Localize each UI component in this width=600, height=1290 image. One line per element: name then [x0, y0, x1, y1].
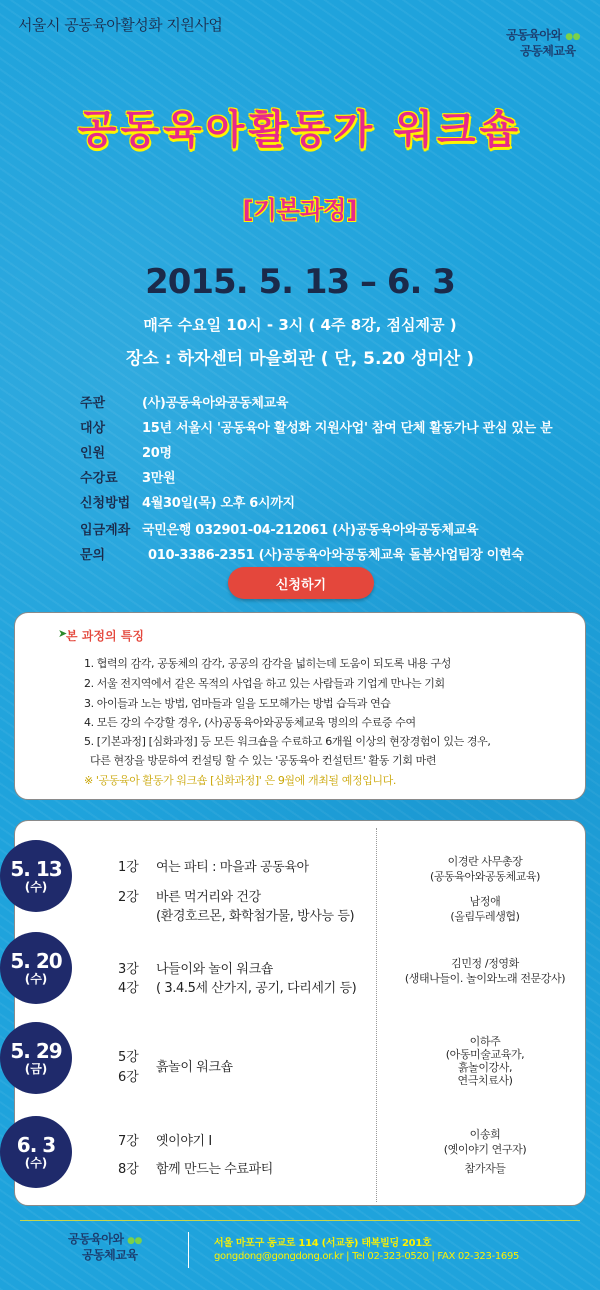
- info-value: 3만원: [142, 471, 176, 486]
- feature-item: 다른 현장을 방문하여 컨설팅 할 수 있는 '공동육아 컨설턴트' 활동 기회 마련: [90, 754, 437, 767]
- session-weekday: (금): [24, 1062, 48, 1076]
- info-value: 국민은행 032901-04-212061 (사)공동육아와공동체교육: [142, 523, 479, 538]
- logo-line-1: 공동육아와 ●●: [506, 28, 580, 42]
- session-date-badge: [0, 840, 72, 912]
- feature-item: 2. 서울 전지역에서 같은 목적의 사업을 하고 있는 사람들과 기업게 만나는 기회: [84, 677, 445, 690]
- features-title: 본 과정의 특징: [66, 629, 144, 643]
- session-weekday: (수): [24, 972, 48, 986]
- event-schedule: 매주 수요일 10시 - 3시 ( 4주 8강, 점심제공 ): [143, 316, 457, 334]
- info-row: [80, 392, 288, 411]
- lecture-number: 2강: [118, 890, 139, 905]
- column-divider: [376, 828, 377, 1202]
- speaker: 이송희: [469, 1128, 501, 1141]
- organization-logo: [506, 28, 580, 58]
- sub-title: [기본과정]: [242, 196, 358, 224]
- lecture-title: 흙놀이 워크숍: [156, 1060, 233, 1075]
- apply-button[interactable]: 신청하기: [228, 567, 374, 599]
- lecture-title: 나들이와 놀이 워크숍: [156, 962, 273, 977]
- speaker: 참가자들: [464, 1162, 506, 1175]
- main-title: 공동육아활동가 워크숍: [77, 107, 523, 153]
- lecture-number: 5강: [118, 1050, 139, 1065]
- logo-line-2: 공동체교육: [520, 44, 576, 58]
- lecture-number: 3강: [118, 962, 139, 977]
- footer-contact: gongdong@gongdong.or.kr | Tel 02-323-0520 | FAX 02-323-1695: [214, 1251, 520, 1262]
- session-date: 6. 3: [16, 1133, 56, 1157]
- info-key: 수강료: [80, 471, 118, 486]
- session-date-badge: [0, 1116, 72, 1188]
- info-value: (사)공동육아와공동체교육: [142, 396, 289, 411]
- info-key: 주관: [80, 396, 106, 411]
- info-row: [80, 519, 478, 538]
- event-place: 장소 : 하자센터 마을회관 ( 단, 5.20 성미산 ): [126, 349, 474, 369]
- speaker: (올림두레생협): [450, 910, 520, 923]
- lecture-title: 옛이야기 Ⅰ: [156, 1134, 212, 1149]
- info-key: 문의: [80, 548, 106, 563]
- info-key: 대상: [80, 421, 106, 436]
- speaker: 이하주: [469, 1035, 501, 1048]
- program-label: 서울시 공동육아활성화 지원사업: [18, 16, 223, 34]
- info-key: 신청방법: [80, 496, 131, 511]
- speaker: 흙놀이강사,: [457, 1061, 513, 1074]
- info-value: 4월30일(목) 오후 6시까지: [142, 496, 295, 511]
- feature-item: 4. 모든 강의 수강할 경우, (사)공동육아와공동체교육 명의의 수료증 수여: [84, 716, 416, 729]
- speaker: 남정애: [469, 895, 501, 908]
- logo-line-2: 공동체교육: [82, 1248, 138, 1262]
- session-date: 5. 20: [10, 949, 62, 973]
- info-value: 20명: [142, 446, 172, 461]
- lecture-number: 8강: [118, 1162, 139, 1177]
- session-weekday: (수): [24, 1156, 48, 1170]
- lecture-number: 6강: [118, 1070, 139, 1085]
- features-note: ※ '공동육아 활동가 워크숍 [심화과정]' 은 9월에 개최될 예정입니다.: [84, 774, 396, 787]
- info-row: [80, 442, 172, 461]
- logo-line-1: 공동육아와 ●●: [68, 1232, 142, 1246]
- footer-address: 서울 마포구 동교로 114 (서교동) 태복빌딩 201호: [214, 1238, 432, 1249]
- session-date: 5. 29: [10, 1039, 62, 1063]
- lecture-title: 여는 파티 : 마을과 공동육아: [156, 860, 309, 875]
- info-row: [80, 544, 524, 563]
- feature-item: 3. 아이들과 노는 방법, 엄마들과 일을 도모해가는 방법 습득과 연습: [84, 697, 391, 710]
- event-dates: 2015. 5. 13 – 6. 3: [145, 262, 455, 302]
- lecture-title: 함께 만드는 수료파티: [156, 1162, 273, 1177]
- lecture-title: ( 3.4.5세 산가지, 공기, 다리세기 등): [156, 981, 357, 996]
- info-value: 010-3386-2351 (사)공동육아와공동체교육 돌봄사업팀장 이현숙: [148, 548, 524, 563]
- session-date: 5. 13: [10, 857, 62, 881]
- footer-divider: [20, 1220, 580, 1221]
- arrow-right-icon: ➤: [58, 627, 68, 640]
- session-date-badge: [0, 932, 72, 1004]
- session-weekday: (수): [24, 880, 48, 894]
- speaker: 김민정 /정영화: [451, 957, 519, 970]
- info-value: 15년 서울시 '공동육아 활성화 지원사업' 참여 단체 활동가나 관심 있는 분: [142, 421, 553, 436]
- footer-separator: [188, 1232, 189, 1268]
- lecture-title: (환경호르몬, 화학첨가물, 방사능 등): [156, 909, 355, 924]
- info-row: [80, 467, 175, 486]
- speaker: (아동미술교육가,: [445, 1048, 525, 1061]
- lecture-number: 1강: [118, 860, 139, 875]
- speaker: 연극치료사): [457, 1074, 513, 1087]
- speaker: (옛이야기 연구자): [443, 1143, 527, 1156]
- info-key: 입금계좌: [80, 523, 131, 538]
- feature-item: 1. 협력의 감각, 공동체의 감각, 공공의 감각을 넓히는데 도움이 되도록 내용 구성: [84, 657, 451, 670]
- info-key: 인원: [80, 446, 106, 461]
- lecture-title: 바른 먹거리와 건강: [156, 890, 261, 905]
- lecture-number: 4강: [118, 981, 139, 996]
- info-row: [80, 492, 295, 511]
- speaker: (생태나들이. 놀이와노래 전문강사): [404, 972, 566, 985]
- session-date-badge: [0, 1022, 72, 1094]
- info-row: [80, 417, 552, 436]
- lecture-number: 7강: [118, 1134, 139, 1149]
- feature-item: 5. [기본과정] [심화과정] 등 모든 워크숍을 수료하고 6개월 이상의 현장경험이 있는 경우,: [84, 735, 491, 748]
- speaker: (공동육아와공동체교육): [429, 870, 541, 883]
- speaker: 이경란 사무총장: [447, 855, 523, 868]
- footer-logo: [68, 1232, 142, 1262]
